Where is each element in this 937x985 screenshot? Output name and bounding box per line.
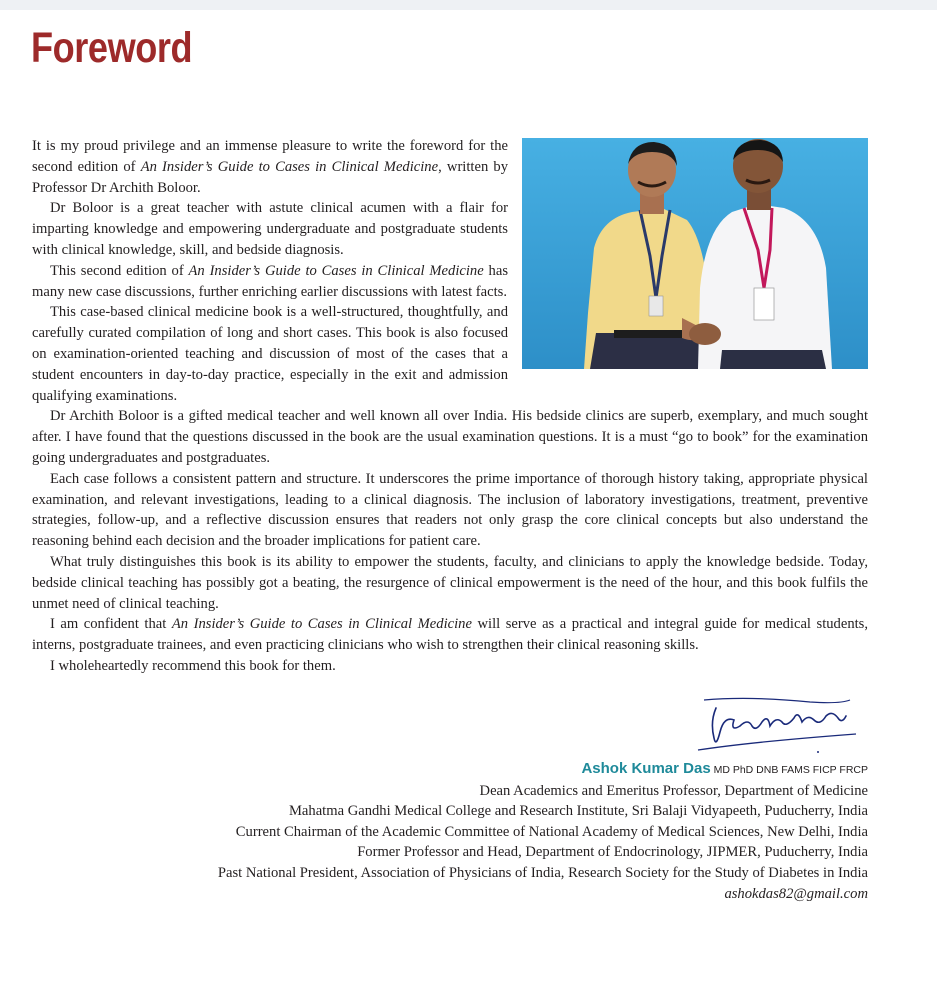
- author-email[interactable]: ashokdas82@gmail.com: [724, 885, 868, 902]
- photo-two-men-handshake: [522, 138, 868, 369]
- paragraph-9: I wholeheartedly recommend this book for them.: [50, 657, 336, 674]
- foreword-body: [32, 136, 868, 677]
- book-title-3: An Insider’s Guide to Cases in Clinical Medicine: [188, 262, 484, 279]
- author-affiliation-3: Current Chairman of the Academic Committee of National Academy of Medical Sciences, New Delhi, India: [235, 823, 868, 840]
- author-affiliation-2: Mahatma Gandhi Medical College and Research Institute, Sri Balaji Vidyapeeth, Puducherry, India: [288, 803, 868, 820]
- author-photo: [522, 138, 868, 369]
- author-degrees: MD PhD DNB FAMS FICP FRCP: [710, 764, 868, 776]
- paragraph-3-pre: This second edition of: [50, 262, 189, 279]
- author-affiliation-5: Past National President, Association of Physicians of India, Research Society for the Study of Diabetes in India: [217, 864, 868, 881]
- paragraph-6: Each case follows a consistent pattern and structure. It underscores the prime importance of thorough history taking, appropriate physical examination, and relevant investigations, leading to a clinical diagnosis. The inclusion of laboratory investigations, treatment, preventive strategies, follow-up, and a reflective discussion ensures that readers not only grasp the core clinical concepts but also understand the reasoning behind each decision and the broader implications for patient care.: [32, 470, 868, 550]
- paragraph-2: Dr Boloor is a great teacher with astute clinical acumen with a flair for imparting knowledge and empowering undergraduate and postgraduate students with clinical knowledge, skill, and bedside diagnosis.: [32, 200, 508, 258]
- paragraph-8-pre: I am confident that: [50, 616, 172, 633]
- book-title-8: An Insider’s Guide to Cases in Clinical Medicine: [171, 616, 472, 633]
- paragraph-5: Dr Archith Boloor is a gifted medical teacher and well known all over India. His bedside clinics are superb, exemplary, and much sought after. I have found that the questions discussed in the book are the usual examination questions. It is a must “go to book” for the examination going undergraduates and postgraduates.: [32, 408, 868, 466]
- signature-block: [218, 759, 868, 904]
- paragraph-1-pre: It is my proud privilege and an immense pleasure to write the foreword for the second edition of: [32, 138, 508, 175]
- author-name: Ashok Kumar Das: [581, 760, 711, 777]
- author-affiliation-1: Dean Academics and Emeritus Professor, Department of Medicine: [479, 782, 868, 799]
- author-name-line: [218, 759, 868, 781]
- paragraph-7: What truly distinguishes this book is its ability to empower the students, faculty, and clinicians to apply the knowledge bedside. Today, bedside clinical teaching has possibly got a beating, the resurgence of clinical empowerment is the need of the hour, and this book fulfils the unmet need of clinical teaching.: [32, 553, 868, 612]
- handwritten-signature: [690, 692, 860, 762]
- page-title: Foreword: [31, 24, 193, 72]
- book-title-1: An Insider’s Guide to Cases in Clinical Medicine: [140, 158, 439, 175]
- signature-image: [690, 692, 860, 762]
- author-affiliation-4: Former Professor and Head, Department of Endocrinology, JIPMER, Puducherry, India: [357, 844, 868, 861]
- paragraph-1-post: , written by Professor Dr Archith Boloor.: [32, 158, 508, 196]
- top-strip: [0, 0, 937, 10]
- paragraph-3-post: has many new case discussions, further enriching earlier discussions with latest facts.: [32, 262, 508, 300]
- paragraph-8-post: will serve as a practical and integral guide for medical students, interns, postgraduate trainees, and even practicing clinicians who wish to strengthen their clinical reasoning skills.: [32, 616, 869, 654]
- paragraph-8: [32, 614, 868, 656]
- paragraph-4: This case-based clinical medicine book is a well-structured, thoughtfully, and carefully curated compilation of long and short cases. This book is also focused on examination-oriented teaching and discussion of most of the cases that a student encounters in day-to-day practice, especially in the exit and admission qualifying examinations.: [32, 304, 508, 404]
